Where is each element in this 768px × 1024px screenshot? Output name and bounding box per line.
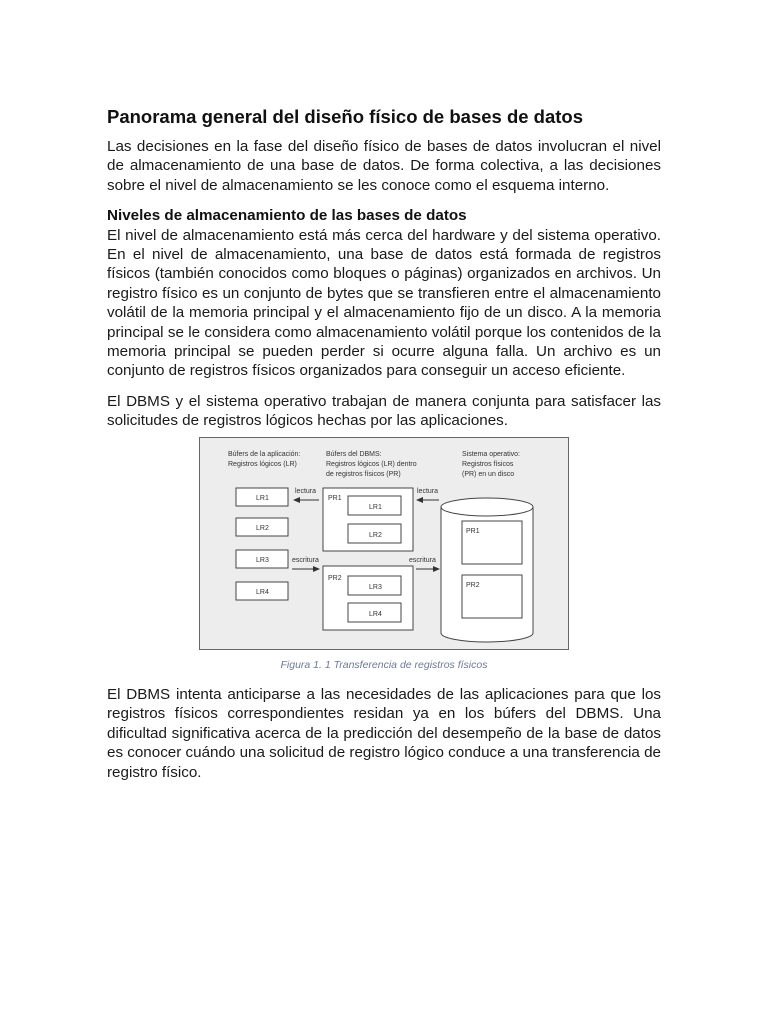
section-heading: Niveles de almacenamiento de las bases de datos [107, 207, 467, 225]
write-label-app: escritura [292, 557, 319, 564]
read-label-dbms: lectura [417, 488, 439, 495]
dbms-buffers-subheader-2: de registros físicos (PR) [326, 471, 401, 478]
write-label-dbms: escritura [409, 557, 436, 564]
dbms-os-paragraph: El DBMS y el sistema operativo trabajan de manera conjunta para satisfacer las solicitudes de registros lógicos hechas por las aplicaciones. [107, 392, 661, 430]
dbms-pr2-lr3-label: LR3 [369, 584, 382, 591]
document-body-continued [107, 685, 661, 793]
storage-levels-paragraph: El nivel de almacenamiento está más cerca del hardware y del sistema operativo. En el nivel de almacenamiento, una base de datos está formada de registros físicos (también conocidos como bloques o páginas) organizados en archivos. Un registro físico es un conjunto de bytes que se transfieren entre el almacenamiento volátil de la memoria principal y el almacenamiento fijo de un disco. A la memoria principal se le considera como almacenamiento volátil porque los contenidos de la memoria principal se pueden perder si ocurre alguna falla. Un archivo es un conjunto de registros físicos organizados para conseguir un acceso eficiente. [107, 226, 661, 380]
os-subheader-2: (PR) en un disco [462, 471, 515, 478]
dbms-pr1-lr2-label: LR2 [369, 532, 382, 539]
intro-paragraph: Las decisiones en la fase del diseño físico de bases de datos involucran el nivel de almacenamiento de una base de datos. De forma colectiva, a las decisiones sobre el nivel de almacenamiento se les conoce como el esquema interno. [107, 138, 661, 194]
app-lr3-label: LR3 [256, 557, 269, 564]
read-label-app: lectura [295, 488, 317, 495]
dbms-pr1-label: PR1 [328, 495, 342, 502]
document-body [107, 105, 661, 442]
disk-pr1-label: PR1 [466, 528, 480, 535]
page-title: Panorama general del diseño físico de bases de datos [107, 106, 584, 127]
dbms-pr2-label: PR2 [328, 575, 342, 582]
os-subheader: Registros físicos [462, 461, 514, 468]
app-buffers-subheader: Registros lógicos (LR) [228, 461, 297, 468]
dbms-buffers-subheader: Registros lógicos (LR) dentro [326, 461, 417, 468]
prediction-paragraph: El DBMS intenta anticiparse a las necesidades de las aplicaciones para que los registros físicos correspondientes residan ya en los búfers del DBMS. Una dificultad significativa acerca de la predicción del desempeño de la base de datos es conocer cuándo una solicitud de registro lógico conduce a una transferencia de registro físico. [107, 686, 661, 781]
dbms-pr2-lr4-label: LR4 [369, 611, 382, 618]
disk-pr2-label: PR2 [466, 582, 480, 589]
dbms-buffers-header: Búfers del DBMS: [326, 451, 382, 458]
app-lr1-label: LR1 [256, 495, 269, 502]
dbms-pr1-lr1-label: LR1 [369, 504, 382, 511]
app-buffers-header: Búfers de la aplicación: [228, 451, 301, 458]
disk-top [441, 498, 533, 516]
os-header: Sistema operativo: [462, 451, 520, 458]
app-lr4-label: LR4 [256, 589, 269, 596]
transfer-diagram [199, 437, 569, 650]
app-lr2-label: LR2 [256, 525, 269, 532]
figure-caption: Figura 1. 1 Transferencia de registros físicos [280, 659, 488, 671]
